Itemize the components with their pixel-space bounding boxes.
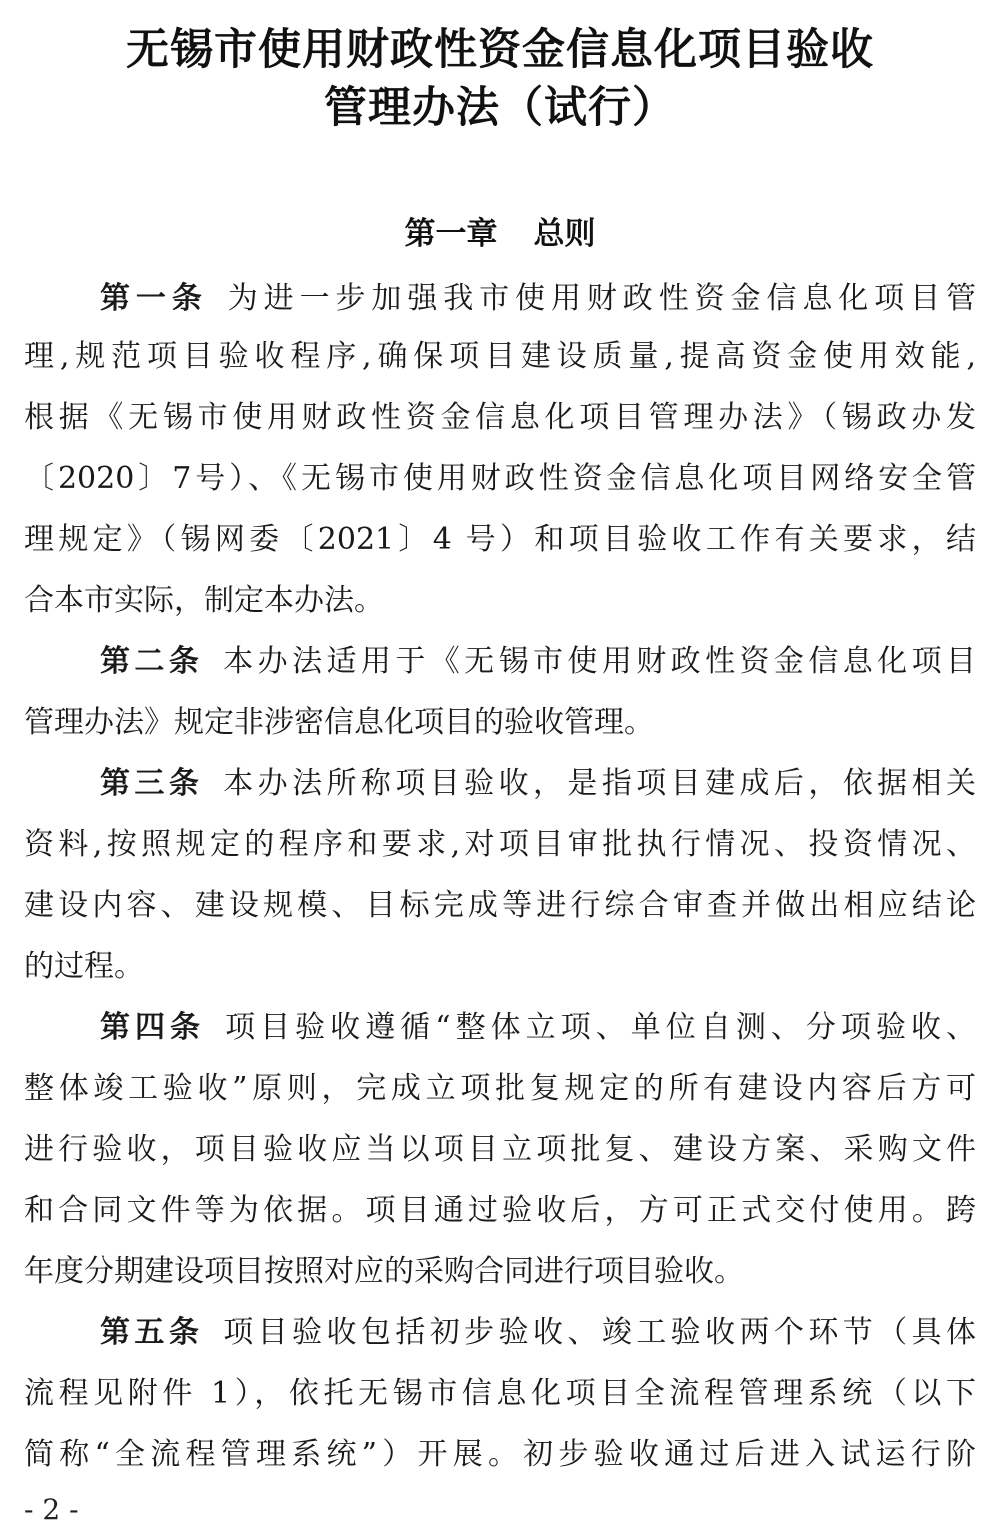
article-4-line-3: 进行验收，项目验收应当以项目立项批复、建设方案、采购文件 bbox=[24, 1132, 976, 1167]
article-3-line-3: 建设内容、建设规模、目标完成等进行综合审查并做出相应结论 bbox=[24, 888, 976, 923]
article-1-label: 第一条 bbox=[100, 281, 208, 316]
article-3-line-2: 资料,按照规定的程序和要求,对项目审批执行情况、投资情况、 bbox=[24, 827, 976, 862]
article-3-line-1 bbox=[100, 755, 976, 813]
article-3-line-4: 的过程。 bbox=[24, 949, 144, 984]
article-2-label: 第二条 bbox=[100, 644, 204, 679]
article-2-line-2: 管理办法》规定非涉密信息化项目的验收管理。 bbox=[24, 705, 654, 740]
chapter-number: 第一章 bbox=[404, 216, 498, 252]
article-5-line-1 bbox=[100, 1304, 976, 1362]
article-3-text-1: 本办法所称项目验收，是指项目建成后，依据相关 bbox=[223, 766, 976, 801]
article-5-text-1: 项目验收包括初步验收、竣工验收两个环节（具体 bbox=[223, 1315, 976, 1350]
article-5-label: 第五条 bbox=[100, 1315, 204, 1350]
document-title-line-1: 无锡市使用财政性资金信息化项目验收 bbox=[126, 25, 874, 75]
article-2-line-1 bbox=[100, 633, 976, 691]
article-2-text-1: 本办法适用于《无锡市使用财政性资金信息化项目 bbox=[223, 644, 976, 679]
article-1-line-2: 理,规范项目验收程序,确保项目建设质量,提高资金使用效能, bbox=[24, 339, 976, 374]
chapter-name: 总则 bbox=[533, 216, 596, 252]
article-5-line-3: 简称“全流程管理系统”）开展。初步验收通过后进入试运行阶 bbox=[24, 1437, 976, 1472]
article-1-line-3: 根据《无锡市使用财政性资金信息化项目管理办法》（锡政办发 bbox=[24, 400, 976, 435]
article-4-line-2: 整体竣工验收”原则，完成立项批复规定的所有建设内容后方可 bbox=[24, 1071, 976, 1106]
article-1-line-6: 合本市实际，制定本办法。 bbox=[24, 583, 384, 618]
article-1-line-1 bbox=[100, 270, 976, 328]
article-4-text-1: 项目验收遵循“整体立项、单位自测、分项验收、 bbox=[225, 1010, 976, 1045]
document-title-line-2: 管理办法（试行） bbox=[324, 83, 676, 133]
article-3-label: 第三条 bbox=[100, 766, 204, 801]
article-1-text-1: 为进一步加强我市使用财政性资金信息化项目管 bbox=[227, 281, 976, 316]
chapter-heading bbox=[0, 212, 1000, 256]
article-4-line-1 bbox=[100, 999, 976, 1057]
article-4-label: 第四条 bbox=[100, 1010, 206, 1045]
page-number: - 2 - bbox=[24, 1493, 79, 1526]
article-1-line-4: 〔2020〕7号）、《无锡市使用财政性资金信息化项目网络安全管 bbox=[24, 461, 976, 496]
article-5-line-2: 流程见附件 1），依托无锡市信息化项目全流程管理系统（以下 bbox=[24, 1376, 976, 1411]
article-4-line-5: 年度分期建设项目按照对应的采购合同进行项目验收。 bbox=[24, 1254, 744, 1289]
article-4-line-4: 和合同文件等为依据。项目通过验收后，方可正式交付使用。跨 bbox=[24, 1193, 976, 1228]
article-1-line-5: 理规定》（锡网委〔2021〕4 号）和项目验收工作有关要求，结 bbox=[24, 522, 976, 557]
